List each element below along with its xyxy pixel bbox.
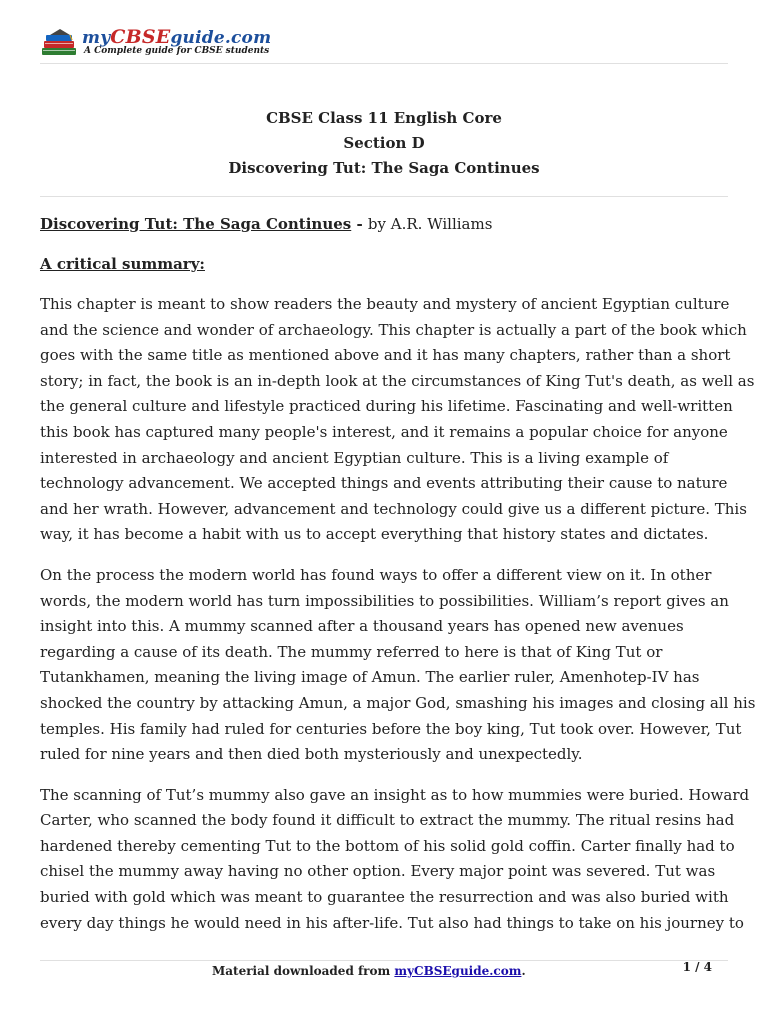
text-line: The scanning of Tut’s mummy also gave an insight as to how mummies were buried. Howard	[40, 785, 750, 804]
header-divider	[40, 63, 728, 64]
intro-dash: -	[351, 215, 368, 233]
text-line: goes with the same title as mentioned above and it has many chapters, rather than a short	[40, 346, 731, 365]
text-line: the general culture and lifestyle practiced during his lifetime. Fascinating and well-written	[40, 397, 733, 416]
text-line: and her wrath. However, advancement and technology could give us a different picture. This	[40, 499, 747, 518]
text-line: Carter, who scanned the body found it difficult to extract the mummy. The ritual resins had	[40, 811, 735, 830]
page-number: 1 / 4	[682, 960, 712, 974]
logo-tagline: A Complete guide for CBSE students	[84, 46, 270, 56]
text-line: regarding a cause of its death. The mummy referred to here is that of King Tut or	[40, 642, 663, 661]
text-line: On the process the modern world has found ways to offer a different view on it. In other	[40, 565, 712, 584]
text-line: hardened thereby cementing Tut to the bottom of his solid gold coffin. Carter finally had to	[40, 836, 735, 855]
text-line: chisel the mummy away having no other option. Every major point was severed. Tut was	[40, 862, 716, 881]
text-line: this book has captured many people's interest, and it remains a popular choice for anyone	[40, 422, 728, 441]
document-body	[40, 212, 756, 951]
site-logo[interactable]	[40, 26, 272, 60]
text-line: and the science and wonder of archaeology. This chapter is actually a part of the book which	[40, 320, 747, 339]
text-line: temples. His family had ruled for centuries before the boy king, Tut took over. However, Tut	[40, 719, 742, 738]
paragraph-3	[40, 783, 750, 937]
document-title	[40, 106, 728, 181]
text-line: ruled for nine years and then died both mysteriously and unexpectedly.	[40, 745, 583, 764]
text-line: Tutankhamen, meaning the living image of Amun. The earlier ruler, Amenhotep-IV has	[40, 668, 700, 687]
text-line: story; in fact, the book is an in-depth look at the circumstances of King Tut's death, as well as	[40, 371, 755, 390]
title-divider	[40, 196, 728, 197]
text-line: insight into this. A mummy scanned after a thousand years has opened new avenues	[40, 617, 684, 636]
paragraph-2	[40, 563, 756, 768]
title-class: CBSE Class 11 English Core	[266, 109, 502, 127]
text-line: every day things he would need in his after-life. Tut also had things to take on his journey to	[40, 913, 744, 932]
summary-heading: A critical summary:	[40, 255, 205, 273]
title-section: Section D	[343, 134, 425, 152]
work-title: Discovering Tut: The Saga Continues	[40, 215, 352, 233]
text-line: words, the modern world has turn impossibilities to possibilities. William’s report gives an	[40, 591, 729, 610]
logo-wordmark: myCBSEguide.com	[82, 26, 272, 48]
text-line: interested in archaeology and ancient Egyptian culture. This is a living example of	[40, 448, 669, 467]
footer-divider	[40, 960, 728, 961]
page-footer	[40, 962, 728, 982]
books-icon	[40, 28, 80, 58]
text-line: This chapter is meant to show readers the beauty and mystery of ancient Egyptian culture	[40, 295, 730, 313]
paragraph-1	[40, 292, 755, 548]
text-line: way, it has become a habit with us to accept everything that history states and dictates.	[40, 525, 709, 544]
footer-site-link[interactable]: myCBSEguide.com	[394, 964, 522, 978]
footer-text: Material downloaded from myCBSEguide.com.	[212, 964, 526, 978]
text-line: technology advancement. We accepted things and events attributing their cause to nature	[40, 474, 728, 493]
text-line: buried with gold which was meant to guarantee the resurrection and was also buried with	[40, 888, 729, 907]
text-line: shocked the country by attacking Amun, a major God, smashing his images and closing all his	[40, 693, 756, 712]
intro-line	[40, 212, 730, 236]
byline: by A.R. Williams	[367, 215, 493, 233]
title-chapter: Discovering Tut: The Saga Continues	[228, 159, 540, 177]
